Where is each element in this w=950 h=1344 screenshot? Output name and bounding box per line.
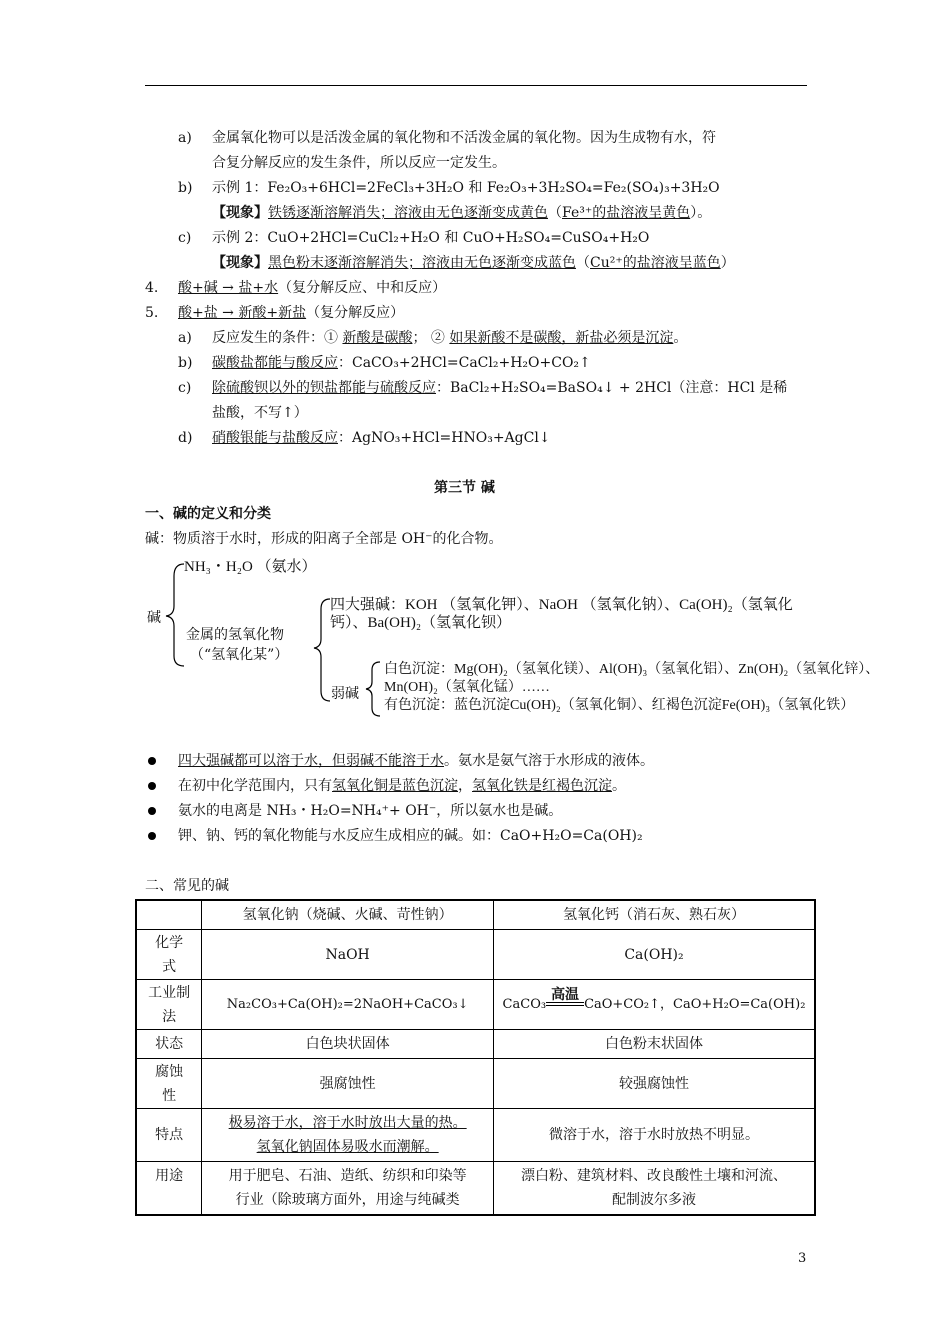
text: 。氨水是氨气溶于水形成的液体。 [444,753,654,769]
phenomenon-prefix: 【现象】 [212,255,268,271]
paren: （ [576,255,590,271]
bullet-icon [148,832,156,840]
tree-metal-hydroxide: 金属的氢氧化物 [186,627,284,643]
text: 。 [612,778,626,794]
table-cell: 白色粉末状固体 [493,1030,815,1059]
item-label: a) [178,330,192,346]
table-cell [493,980,815,1030]
row-label: 工业制法 [136,980,202,1030]
table-row [136,980,815,1030]
bullet-icon [148,782,156,790]
phenomenon-prefix: 【现象】 [212,205,268,221]
table-cell: 微溶于水，溶于水时放热不明显。 [493,1109,815,1162]
rule: 硝酸银能与盐酸反应 [212,430,338,446]
phenomenon-note: Cu²⁺的盐溶液呈蓝色 [590,255,721,271]
phenomenon-note: Fe³⁺的盐溶液呈黄色 [562,205,691,221]
item-number: 4. [145,280,159,296]
use-line: 用于肥皂、石油、造纸、纺织和印染等 [228,1168,467,1184]
table-cell: 较强腐蚀性 [493,1059,815,1109]
formula: CaCO₃ [502,996,547,1012]
table-cell [202,1109,494,1162]
bullet-icon [148,757,156,765]
table-header-cell [136,900,202,930]
table-row [136,1059,815,1109]
phenomenon-text: 铁锈逐渐溶解消失；溶液由无色逐渐变成黄色 [268,205,548,221]
feature-line: 极易溶于水，溶于水时放出大量的热。 [228,1115,467,1131]
use-line: 行业（除玻璃方面外，用途与纯碱类 [235,1192,460,1208]
item-text: 金属氧化物可以是活泼金属的氧化物和不活泼金属的氧化物。因为生成物有水，符 [212,130,716,146]
table-cell: Ca(OH)₂ [493,930,815,980]
condition-2: 如果新酸不是碳酸，新盐必须是沉淀 [449,330,674,346]
item-label: c) [178,230,192,246]
heading: 一、碱的定义和分类 [145,506,271,522]
phenomenon-line [212,253,735,273]
rule: 除硫酸钡以外的钡盐都能与硫酸反应 [212,380,436,396]
item-text [212,353,591,373]
phenomenon-text: 黑色粉末逐渐溶解消失；溶液由无色逐渐变成蓝色 [268,255,576,271]
page-number: 3 [798,1251,807,1266]
table-row [136,930,815,980]
item4-text [178,278,446,298]
condition-label: 高温 [551,987,580,1003]
feature-line: 氢氧化钠固体易吸水而潮解。 [256,1139,439,1155]
table-header-row [136,900,815,930]
item-text: 示例 2：CuO+2HCl=CuCl₂+H₂O 和 CuO+H₂SO₄=CuSO₄+H₂O [212,230,650,246]
row-label: 特点 [136,1109,202,1162]
item-text: 合复分解反应的发生条件，所以反应一定发生。 [212,155,506,171]
equation: ：BaCl₂+H₂SO₄=BaSO₄↓ + 2HCl（注意：HCl 是稀 [436,380,788,396]
item-label: b) [178,180,193,196]
reaction: 酸+盐 → 新酸+新盐 [178,305,307,321]
equation: ：CaCO₃+2HCl=CaCl₂+H₂O+CO₂↑ [338,355,591,371]
row-label: 腐蚀性 [136,1059,202,1109]
item-label: d) [178,430,193,446]
bases-table [135,899,816,1216]
colored-precipitates: 有色沉淀：蓝色沉淀Cu(OH)₂（氢氧化铜）、红褐色沉淀Fe(OH)₃（氢氧化铁） [384,698,855,713]
tree-nh3: NH₃・H₂O （氨水） [184,559,317,575]
table-cell: 强腐蚀性 [202,1059,494,1109]
use-line: 配制波尔多液 [611,1192,696,1208]
table-cell: 白色块状固体 [202,1030,494,1059]
header-rule [145,85,807,86]
white-precipitates-cont: Mn(OH)₂（氢氧化锰）…… [384,680,550,695]
bullet-text: 氨水的电离是 NH₃・H₂O=NH₄⁺+ OH⁻，所以氨水也是碱。 [178,803,563,819]
text: 四大强碱都可以溶于水，但弱碱不能溶于水 [178,753,444,769]
equation: ：AgNO₃+HCl=HNO₃+AgCl↓ [338,430,551,446]
item-text: 示例 1：Fe₂O₃+6HCl=2FeCl₃+3H₂O 和 Fe₂O₃+3H₂SO₄=Fe₂(SO₄)₃+3H₂O [212,180,720,196]
rule: 碳酸盐都能与酸反应 [212,355,338,371]
tree-root: 碱 [147,610,161,626]
row-label: 用途 [136,1162,202,1216]
paren: （ [548,205,562,221]
reaction-note: （复分解反应） [306,305,405,321]
item-label: c) [178,380,192,396]
item-text [212,378,787,398]
phenomenon-line [212,203,711,223]
bullet-text [178,776,626,796]
row-label: 化学式 [136,930,202,980]
text: 氢氧化铁是红褐色沉淀 [472,778,612,794]
text: ， [458,778,472,794]
text: 。 [673,330,688,346]
reaction-note: （复分解反应、中和反应） [278,280,447,296]
definition: 碱：物质溶于水时，形成的阳离子全部是 OH⁻的化合物。 [145,531,503,547]
text: 在初中化学范围内，只有 [178,778,332,794]
strong-bases: 四大强碱：KOH （氢氧化钾）、NaOH （氢氧化钠）、Ca(OH)₂（氢氧化 [330,597,793,613]
heading: 二、常见的碱 [145,878,229,894]
paren: ）。 [690,205,712,221]
weak-bases: 弱碱 [331,686,359,702]
paren: ） [720,255,735,271]
table-row [136,1030,815,1059]
item-text [212,428,551,448]
row-label: 状态 [136,1030,202,1059]
table-header-cell: 氢氧化钙（消石灰、熟石灰） [493,900,815,930]
formula: CaO+CO₂↑，CaO+H₂O=Ca(OH)₂ [584,996,806,1012]
table-cell [202,1162,494,1216]
item5-text [178,303,404,323]
use-line: 漂白粉、建筑材料、改良酸性土壤和河流、 [520,1168,787,1184]
text: 氢氧化铜是蓝色沉淀 [332,778,458,794]
item-label: a) [178,130,192,146]
text: 反应发生的条件：① [212,330,343,346]
item-text: 盐酸，不写↑） [212,405,308,421]
reaction: 酸+碱 → 盐+水 [178,280,279,296]
reaction-condition [546,987,584,1006]
tree-metal-hydroxide-note: （“氢氧化某”） [190,647,289,663]
item-label: b) [178,355,193,371]
table-cell [493,1162,815,1216]
weak-brace [362,660,384,720]
table-cell: NaOH [202,930,494,980]
section-title: 第三节 碱 [434,480,495,496]
white-precipitates: 白色沉淀：Mg(OH)₂（氢氧化镁）、Al(OH)₃（氢氧化铝）、Zn(OH)₂（氢氧化锌）、 [384,662,880,677]
item-number: 5. [145,305,159,321]
table-row [136,1109,815,1162]
bullet-icon [148,807,156,815]
bullet-text: 钾、钠、钙的氧化物能与水反应生成相应的碱。如：CaO+H₂O=Ca(OH)₂ [178,828,643,844]
text: ； ② [412,330,450,346]
condition-1: 新酸是碳酸 [342,330,413,346]
table-header-cell: 氢氧化钠（烧碱、火碱、苛性钠） [202,900,494,930]
item-text [212,328,687,348]
strong-bases-cont: 钙）、Ba(OH)₂（氢氧化钡） [330,615,512,631]
table-cell: Na₂CO₃+Ca(OH)₂=2NaOH+CaCO₃↓ [202,980,494,1030]
bullet-text [178,751,654,771]
table-row [136,1162,815,1216]
